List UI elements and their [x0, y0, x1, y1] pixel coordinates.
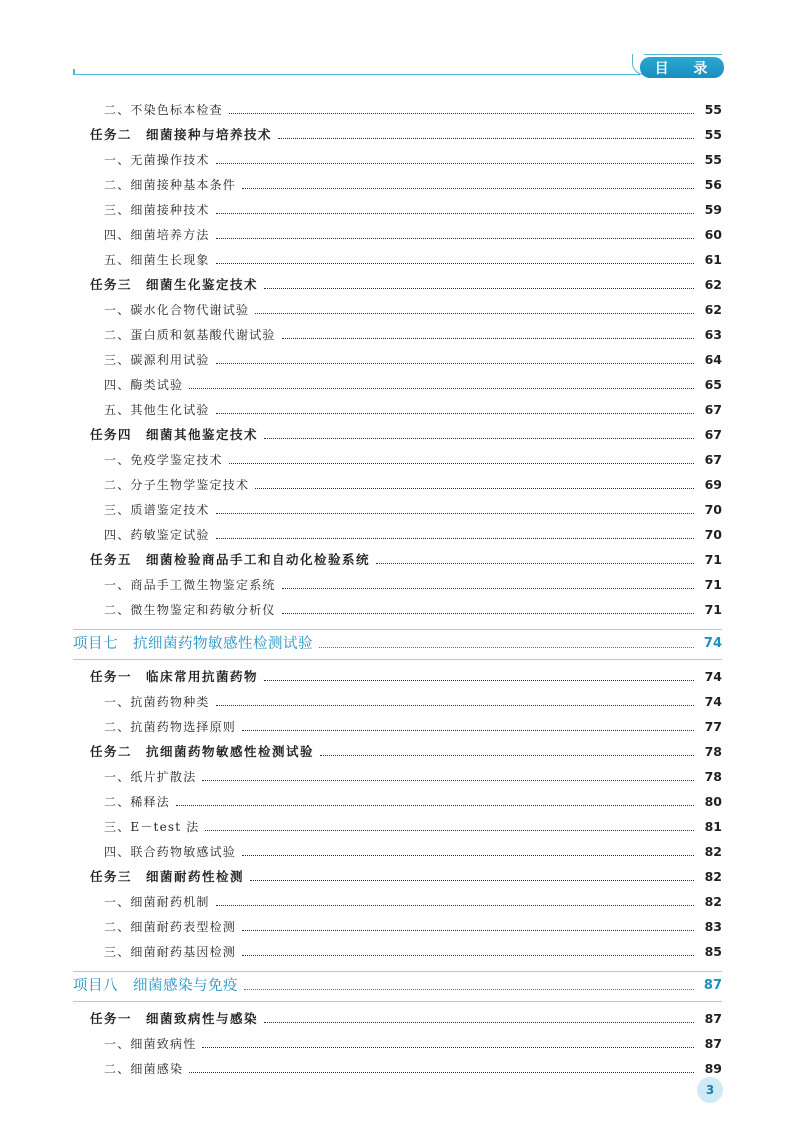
toc-entry-level-3[interactable]	[104, 892, 722, 912]
toc-entry-page: 81	[704, 819, 722, 834]
toc-entry-level-3[interactable]	[104, 942, 722, 962]
toc-leader-dots	[176, 805, 694, 806]
toc-entry-level-3[interactable]	[104, 150, 722, 170]
toc-entry-level-3[interactable]	[104, 1059, 722, 1079]
toc-entry-title: 二、分子生物学鉴定技术	[104, 478, 250, 492]
toc-entry-title: 任务四 细菌其他鉴定技术	[90, 427, 259, 442]
toc-entry-level-3[interactable]	[104, 500, 722, 520]
toc-entry-page: 65	[704, 377, 722, 392]
toc-entry-level-1[interactable]	[73, 633, 722, 655]
toc-entry-level-3[interactable]	[104, 600, 722, 620]
toc-leader-dots	[282, 613, 694, 614]
toc-entry-level-3[interactable]	[104, 575, 722, 595]
toc-leader-dots	[376, 563, 694, 564]
toc-entry-title: 三、细菌耐药基因检测	[104, 945, 237, 959]
toc-entry-page: 55	[704, 102, 722, 117]
toc-entry-level-3[interactable]	[104, 1034, 722, 1054]
toc-leader-dots	[278, 138, 694, 139]
toc-entry-title: 三、质谱鉴定技术	[104, 503, 210, 517]
toc-leader-dots	[216, 213, 694, 214]
toc-entry-page: 67	[704, 402, 722, 417]
toc-entry-title: 二、抗菌药物选择原则	[104, 720, 237, 734]
toc-entry-page: 85	[704, 944, 722, 959]
toc-entry-title: 四、酶类试验	[104, 378, 184, 392]
toc-leader-dots	[242, 730, 694, 731]
toc-entry-title: 三、E－test 法	[104, 820, 200, 834]
toc-entry-page: 70	[704, 527, 722, 542]
toc-entry-title: 任务一 临床常用抗菌药物	[90, 669, 259, 684]
toc-entry-page: 78	[704, 769, 722, 784]
toc-entry-page: 89	[704, 1061, 722, 1076]
toc-entry-title: 四、药敏鉴定试验	[104, 528, 210, 542]
toc-entry-title: 任务二 细菌接种与培养技术	[90, 127, 273, 142]
toc-entry-page: 63	[704, 327, 722, 342]
toc-leader-dots	[189, 1072, 694, 1073]
section-divider	[73, 971, 722, 972]
toc-leader-dots	[255, 313, 694, 314]
toc-entry-level-2[interactable]	[90, 425, 722, 445]
toc-entry-title: 二、细菌耐药表型检测	[104, 920, 237, 934]
toc-entry-title: 一、商品手工微生物鉴定系统	[104, 578, 276, 592]
toc-leader-dots	[255, 488, 694, 489]
toc-entry-title: 三、碳源利用试验	[104, 353, 210, 367]
toc-leader-dots	[216, 413, 694, 414]
toc-leader-dots	[189, 388, 694, 389]
toc-leader-dots	[242, 855, 694, 856]
toc-leader-dots	[264, 1022, 694, 1023]
toc-entry-level-2[interactable]	[90, 550, 722, 570]
toc-entry-page: 60	[704, 227, 722, 242]
toc-leader-dots	[216, 363, 694, 364]
toc-leader-dots	[216, 238, 694, 239]
toc-entry-level-3[interactable]	[104, 400, 722, 420]
toc-entry-page: 55	[704, 152, 722, 167]
toc-entry-page: 56	[704, 177, 722, 192]
toc-entry-level-3[interactable]	[104, 917, 722, 937]
toc-entry-page: 67	[704, 427, 722, 442]
toc-entry-page: 78	[704, 744, 722, 759]
toc-entry-level-3[interactable]	[104, 250, 722, 270]
toc-leader-dots	[216, 263, 694, 264]
toc-entry-page: 83	[704, 919, 722, 934]
toc-entry-page: 62	[704, 302, 722, 317]
toc-entry-level-2[interactable]	[90, 275, 722, 295]
toc-leader-dots	[242, 930, 694, 931]
toc-entry-level-2[interactable]	[90, 1009, 722, 1029]
toc-leader-dots	[229, 113, 694, 114]
toc-entry-level-3[interactable]	[104, 842, 722, 862]
toc-entry-page: 87	[704, 1036, 722, 1051]
toc-entry-title: 一、纸片扩散法	[104, 770, 197, 784]
toc-entry-page: 74	[704, 694, 722, 709]
toc-entry-title: 三、细菌接种技术	[104, 203, 210, 217]
toc-entry-page: 77	[704, 719, 722, 734]
toc-entry-level-2[interactable]	[90, 667, 722, 687]
toc-entry-level-3[interactable]	[104, 792, 722, 812]
toc-leader-dots	[205, 830, 694, 831]
toc-entry-title: 二、稀释法	[104, 795, 171, 809]
toc-entry-level-3[interactable]	[104, 817, 722, 837]
toc-leader-dots	[202, 780, 694, 781]
toc-entry-page: 69	[704, 477, 722, 492]
toc-entry-page: 80	[704, 794, 722, 809]
toc-leader-dots	[202, 1047, 694, 1048]
toc-entry-level-3[interactable]	[104, 475, 722, 495]
toc-entry-page: 74	[704, 669, 722, 684]
toc-leader-dots	[264, 680, 694, 681]
toc-entry-title: 五、其他生化试验	[104, 403, 210, 417]
toc-leader-dots	[282, 588, 694, 589]
toc-entry-level-3[interactable]	[104, 200, 722, 220]
toc-entry-level-3[interactable]	[104, 375, 722, 395]
toc-entry-title: 二、微生物鉴定和药敏分析仪	[104, 603, 276, 617]
toc-leader-dots	[282, 338, 694, 339]
toc-leader-dots	[264, 288, 694, 289]
toc-entry-level-3[interactable]	[104, 350, 722, 370]
toc-leader-dots	[216, 538, 694, 539]
page-number: 3	[697, 1077, 723, 1103]
toc-leader-dots	[216, 705, 694, 706]
toc-entry-title: 一、无菌操作技术	[104, 153, 210, 167]
toc-leader-dots	[216, 513, 694, 514]
toc-entry-page: 71	[704, 552, 722, 567]
toc-entry-level-3[interactable]	[104, 300, 722, 320]
section-divider	[73, 659, 722, 660]
toc-entry-page: 74	[703, 636, 722, 651]
toc-entry-title: 二、蛋白质和氨基酸代谢试验	[104, 328, 276, 342]
toc-entry-title: 四、联合药物敏感试验	[104, 845, 237, 859]
toc-entry-title: 二、细菌感染	[104, 1062, 184, 1076]
toc-entry-page: 82	[704, 894, 722, 909]
toc-entry-level-3[interactable]	[104, 525, 722, 545]
toc-entry-page: 55	[704, 127, 722, 142]
toc-leader-dots	[242, 955, 694, 956]
toc-entry-page: 71	[704, 602, 722, 617]
toc-leader-dots	[216, 905, 694, 906]
toc-entry-title: 一、细菌致病性	[104, 1037, 197, 1051]
toc-entry-page: 64	[704, 352, 722, 367]
toc-entry-title: 一、碳水化合物代谢试验	[104, 303, 250, 317]
toc-entry-title: 一、抗菌药物种类	[104, 695, 210, 709]
toc-leader-dots	[250, 880, 694, 881]
toc-entry-level-2[interactable]	[90, 125, 722, 145]
toc-entry-level-2[interactable]	[90, 867, 722, 887]
toc-entry-level-3[interactable]	[104, 225, 722, 245]
toc-entry-page: 82	[704, 869, 722, 884]
toc-entry-page: 87	[704, 1011, 722, 1026]
toc-entry-level-3[interactable]	[104, 767, 722, 787]
toc-leader-dots	[320, 755, 694, 756]
toc-entry-title: 二、不染色标本检查	[104, 103, 223, 117]
toc-entry-title: 任务二 抗细菌药物敏感性检测试验	[90, 744, 315, 759]
toc-entry-title: 项目七 抗细菌药物敏感性检测试验	[73, 636, 313, 652]
toc-entry-level-3[interactable]	[104, 717, 722, 737]
header-title: 目 录	[640, 57, 724, 78]
toc-leader-dots	[319, 647, 694, 648]
header-top-rule	[644, 54, 722, 55]
toc-entry-title: 一、细菌耐药机制	[104, 895, 210, 909]
toc-leader-dots	[229, 463, 694, 464]
toc-entry-page: 61	[704, 252, 722, 267]
toc-entry-title: 任务三 细菌耐药性检测	[90, 869, 245, 884]
section-divider	[73, 1001, 722, 1002]
toc-entry-page: 67	[704, 452, 722, 467]
toc-entry-level-3[interactable]	[104, 175, 722, 195]
toc-entry-level-3[interactable]	[104, 692, 722, 712]
toc-entry-level-1[interactable]	[73, 975, 722, 997]
toc-leader-dots	[216, 163, 694, 164]
toc-entry-title: 任务五 细菌检验商品手工和自动化检验系统	[90, 552, 371, 567]
toc-entry-title: 二、细菌接种基本条件	[104, 178, 237, 192]
toc-entry-title: 任务三 细菌生化鉴定技术	[90, 277, 259, 292]
toc-entry-level-3[interactable]	[104, 100, 722, 120]
toc-entry-level-2[interactable]	[90, 742, 722, 762]
toc-entry-page: 82	[704, 844, 722, 859]
header-rule	[74, 74, 640, 75]
toc-entry-level-3[interactable]	[104, 325, 722, 345]
toc-entry-page: 59	[704, 202, 722, 217]
toc-entry-page: 71	[704, 577, 722, 592]
toc-entry-title: 一、免疫学鉴定技术	[104, 453, 223, 467]
section-divider	[73, 629, 722, 630]
toc-entry-title: 项目八 细菌感染与免疫	[73, 978, 238, 994]
toc-entry-level-3[interactable]	[104, 450, 722, 470]
toc-entry-page: 70	[704, 502, 722, 517]
toc-entry-page: 87	[703, 978, 722, 993]
toc-leader-dots	[244, 989, 694, 990]
toc-leader-dots	[264, 438, 694, 439]
toc-entry-title: 任务一 细菌致病性与感染	[90, 1011, 259, 1026]
toc-entry-title: 四、细菌培养方法	[104, 228, 210, 242]
toc-leader-dots	[242, 188, 694, 189]
toc-entry-page: 62	[704, 277, 722, 292]
toc-entry-title: 五、细菌生长现象	[104, 253, 210, 267]
